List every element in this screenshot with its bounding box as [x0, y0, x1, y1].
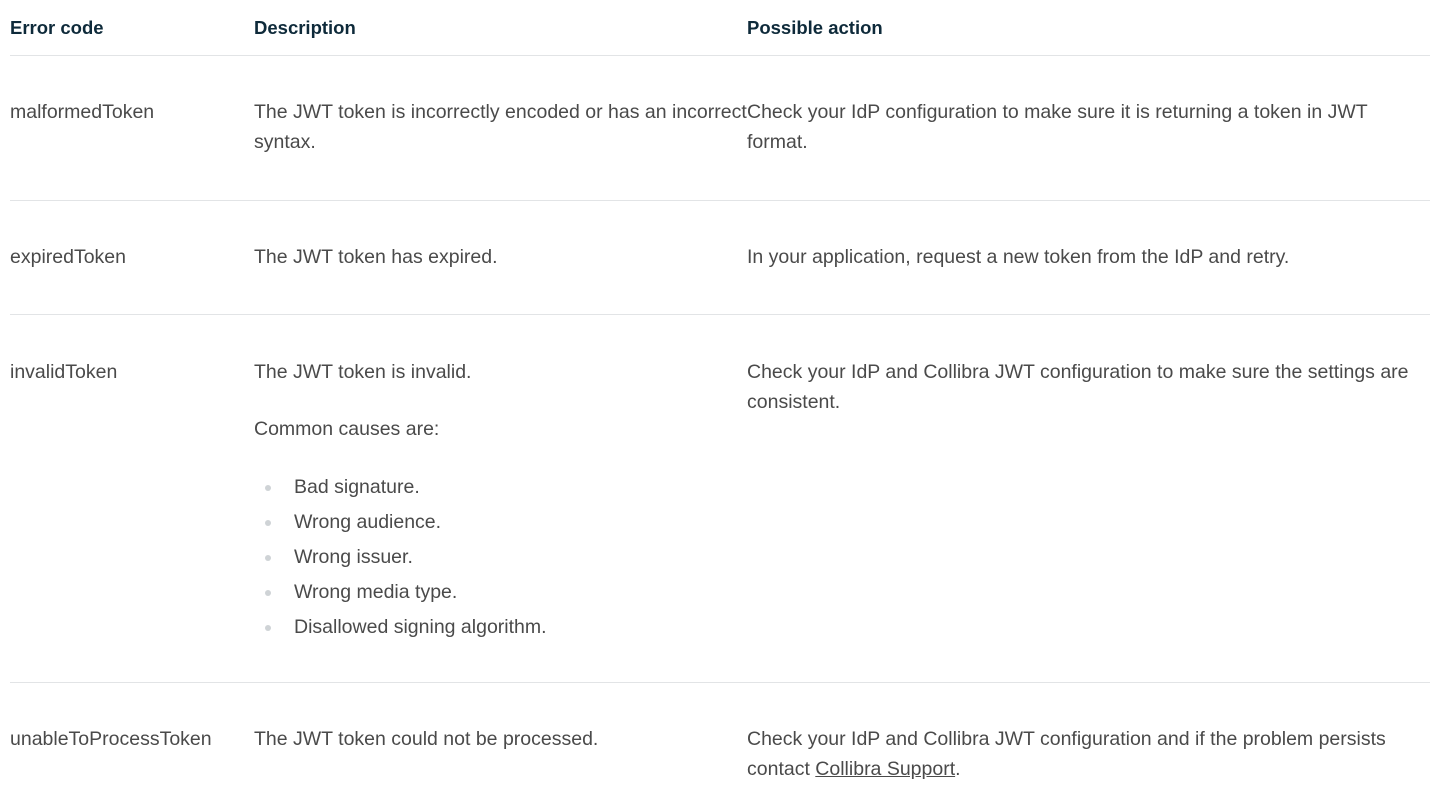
action-cell — [747, 683, 1430, 801]
cause-text: Bad signature. — [294, 476, 420, 498]
causes-label: Common causes are: — [254, 418, 440, 440]
cause-text: Disallowed signing algorithm. — [294, 616, 547, 638]
description-cell — [254, 315, 747, 682]
description-cell: The JWT token is incorrectly encoded or has an incorrect syntax. — [254, 101, 747, 153]
description-text: The JWT token is invalid. — [254, 361, 472, 383]
action-text: Check your IdP and Collibra JWT configuration and if the problem persists contact — [747, 728, 1386, 780]
error-code-cell: unableToProcessToken — [10, 728, 212, 750]
cause-text: Wrong issuer. — [294, 546, 413, 568]
description-cell: The JWT token could not be processed. — [254, 728, 599, 750]
cause-text: Wrong media type. — [294, 581, 458, 603]
action-cell: Check your IdP configuration to make sure it is returning a token in JWT format. — [747, 101, 1368, 153]
action-suffix: . — [955, 758, 961, 780]
bullet-icon — [265, 555, 271, 561]
cause-text: Wrong audience. — [294, 511, 442, 533]
list-item — [254, 575, 747, 610]
table-row — [10, 201, 1430, 315]
bullet-icon — [265, 625, 271, 631]
error-code-cell: invalidToken — [10, 361, 118, 383]
error-codes-table — [10, 0, 1430, 801]
table-row — [10, 683, 1430, 801]
error-code-cell: expiredToken — [10, 246, 126, 268]
table-row — [10, 56, 1430, 201]
description-cell: The JWT token has expired. — [254, 246, 498, 268]
header-description: Description — [254, 16, 356, 38]
header-possible-action: Possible action — [747, 16, 883, 38]
list-item — [254, 540, 747, 575]
bullet-icon — [265, 590, 271, 596]
error-code-cell: malformedToken — [10, 101, 155, 123]
header-error-code: Error code — [10, 16, 104, 38]
causes-list — [254, 470, 747, 645]
list-item — [254, 610, 747, 645]
collibra-support-link[interactable]: Collibra Support — [815, 758, 956, 780]
bullet-icon — [265, 485, 271, 491]
list-item — [254, 470, 747, 505]
table-row — [10, 315, 1430, 683]
table-header-row — [10, 0, 1430, 56]
action-cell: Check your IdP and Collibra JWT configuration to make sure the settings are consistent. — [747, 361, 1409, 413]
bullet-icon — [265, 520, 271, 526]
action-cell: In your application, request a new token from the IdP and retry. — [747, 246, 1290, 268]
list-item — [254, 505, 747, 540]
